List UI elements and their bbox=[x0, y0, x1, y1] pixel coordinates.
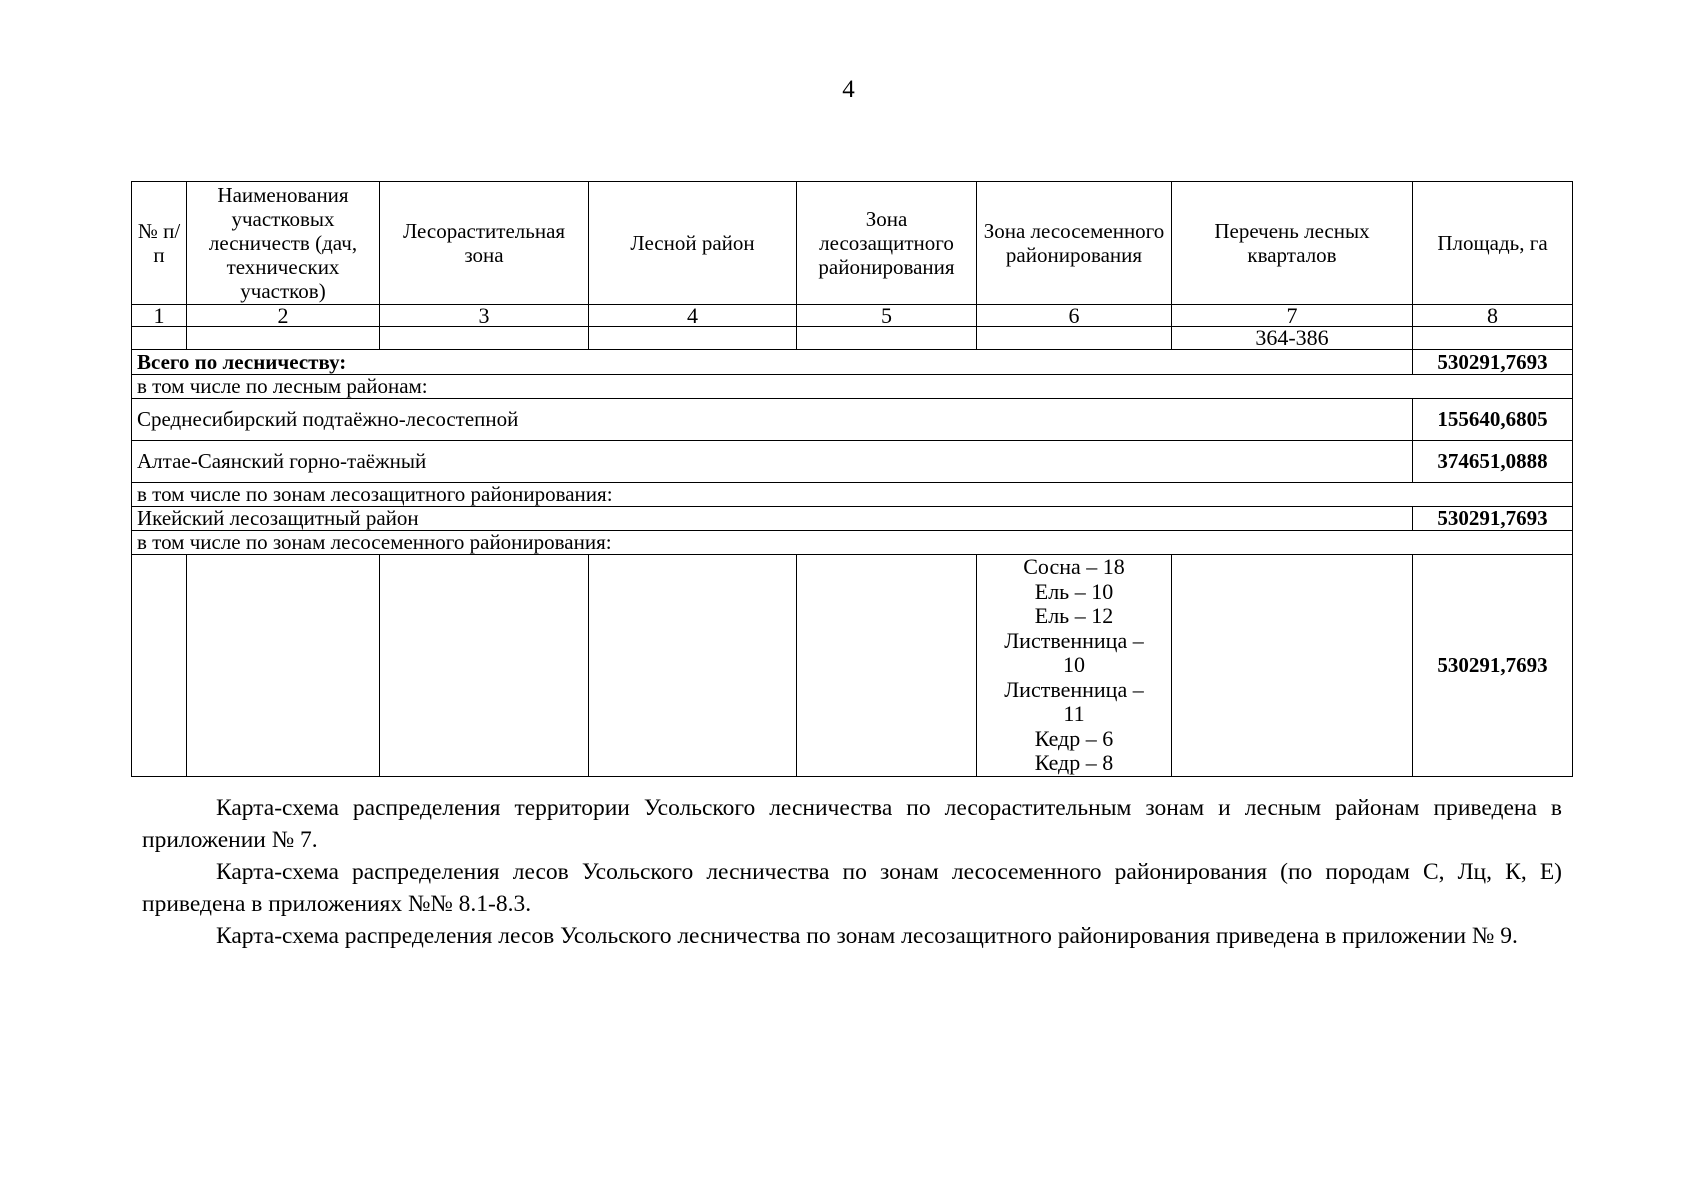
district-row bbox=[132, 399, 1573, 441]
paragraph: Карта-схема распределения лесов Усольского лесничества по зонам лесосеменного районирования (по породам С, Лц, К, Е) приведена в приложениях №№ 8.1-8.3. bbox=[142, 859, 1562, 917]
total-area: 530291,7693 bbox=[1413, 350, 1573, 375]
section-label-row bbox=[132, 483, 1573, 507]
protection-section-label: в том числе по зонам лесозащитного районирования: bbox=[132, 483, 1573, 507]
column-number: 3 bbox=[380, 305, 589, 327]
district-name: Алтае-Саянский горно-таёжный bbox=[132, 441, 1413, 483]
column-number: 2 bbox=[187, 305, 380, 327]
quarters-continuation-row bbox=[132, 327, 1573, 350]
districts-section-label: в том числе по лесным районам: bbox=[132, 375, 1573, 399]
table-header-row bbox=[132, 182, 1573, 305]
seed-zone-item: Ель – 10 bbox=[1034, 578, 1114, 604]
seed-zones-row bbox=[132, 555, 1573, 777]
header-cell: Перечень лесных кварталов bbox=[1172, 182, 1413, 305]
column-number: 8 bbox=[1413, 305, 1573, 327]
column-numbers-row bbox=[132, 305, 1573, 327]
protection-zone-area: 530291,7693 bbox=[1413, 507, 1573, 531]
seed-zone-item: Кедр – 8 bbox=[1034, 750, 1114, 775]
body-text bbox=[142, 792, 1562, 952]
column-number: 6 bbox=[977, 305, 1172, 327]
header-cell: Зона лесосеменного районирования bbox=[977, 182, 1172, 305]
header-cell: Площадь, га bbox=[1413, 182, 1573, 305]
header-cell: Зона лесозащитного районирования bbox=[797, 182, 977, 305]
forestry-table bbox=[131, 181, 1573, 777]
quarters-list: 364-386 bbox=[1172, 327, 1413, 350]
paragraph: Карта-схема распределения лесов Усольского лесничества по зонам лесозащитного районирования приведена в приложении № 9. bbox=[216, 923, 1518, 949]
seed-zone-item: Лиственница – bbox=[1004, 627, 1144, 653]
section-label-row bbox=[132, 375, 1573, 399]
protection-zone-name: Икейский лесозащитный район bbox=[132, 507, 1413, 531]
district-area: 155640,6805 bbox=[1413, 399, 1573, 441]
header-cell: Лесной район bbox=[589, 182, 797, 305]
seed-zones-area: 530291,7693 bbox=[1413, 555, 1573, 777]
section-label-row bbox=[132, 531, 1573, 555]
header-cell: Лесорастительная зона bbox=[380, 182, 589, 305]
seed-zone-item: 11 bbox=[1063, 701, 1085, 726]
district-row bbox=[132, 441, 1573, 483]
column-number: 1 bbox=[132, 305, 187, 327]
seed-zones-list bbox=[977, 555, 1172, 777]
district-name: Среднесибирский подтаёжно-лесостепной bbox=[132, 399, 1413, 441]
column-number: 5 bbox=[797, 305, 977, 327]
header-cell: № п/п bbox=[132, 182, 187, 305]
seed-section-label: в том числе по зонам лесосеменного районирования: bbox=[132, 531, 1573, 555]
seed-zone-item: Лиственница – bbox=[1004, 676, 1144, 702]
total-row bbox=[132, 350, 1573, 375]
seed-zone-item: Сосна – 18 bbox=[1023, 554, 1125, 579]
seed-zone-item: 10 bbox=[1063, 652, 1085, 677]
seed-zone-item: Кедр – 6 bbox=[1034, 725, 1114, 751]
column-number: 4 bbox=[589, 305, 797, 327]
header-cell: Наименования участковых лесничеств (дач, технических участков) bbox=[187, 182, 380, 305]
protection-zone-row bbox=[132, 507, 1573, 531]
district-area: 374651,0888 bbox=[1413, 441, 1573, 483]
total-label: Всего по лесничеству: bbox=[132, 350, 1413, 375]
paragraph: Карта-схема распределения территории Усольского лесничества по лесорастительным зонам и лесным районам приведена в приложении № 7. bbox=[142, 795, 1562, 853]
column-number: 7 bbox=[1172, 305, 1413, 327]
page-number: 4 bbox=[842, 76, 855, 103]
seed-zone-item: Ель – 12 bbox=[1034, 603, 1114, 628]
